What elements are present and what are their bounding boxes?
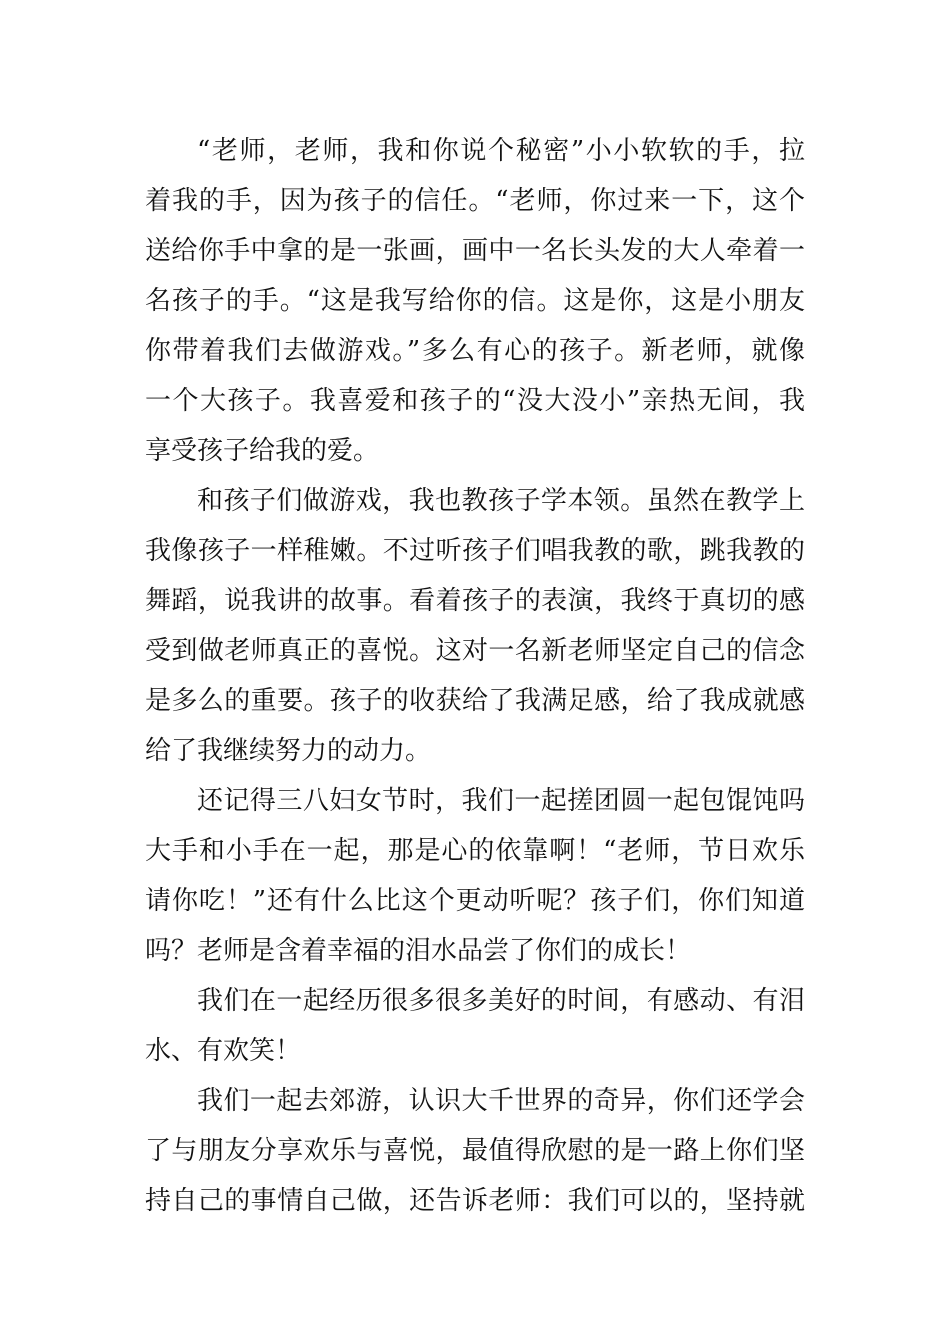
text-line: 名孩子的手。“这是我写给你的信。这是你，这是小朋友	[145, 286, 805, 316]
paragraph	[145, 776, 805, 976]
text-line: 你带着我们去做游戏。”多么有心的孩子。新老师，就像	[145, 336, 805, 366]
text-line: 请你吃！”还有什么比这个更动听呢？孩子们，你们知道	[145, 886, 805, 916]
text-line: 和孩子们做游戏，我也教孩子学本领。虽然在教学上	[197, 486, 805, 516]
text-line: 我们在一起经历很多很多美好的时间，有感动、有泪	[197, 986, 805, 1016]
text-line: 一个大孩子。我喜爱和孩子的“没大没小”亲热无间，我	[145, 386, 805, 416]
text-line: 送给你手中拿的是一张画，画中一名长头发的大人牵着一	[145, 236, 805, 266]
text-line: 我像孩子一样稚嫩。不过听孩子们唱我教的歌，跳我教的	[145, 536, 805, 566]
text-line: 持自己的事情自己做，还告诉老师：我们可以的，坚持就	[145, 1186, 805, 1216]
paragraph	[145, 976, 805, 1076]
text-line: 是多么的重要。孩子的收获给了我满足感，给了我成就感	[145, 686, 805, 716]
text-line: 受到做老师真正的喜悦。这对一名新老师坚定自己的信念	[145, 636, 805, 666]
paragraph	[145, 126, 805, 476]
paragraph	[145, 476, 805, 776]
text-line: 大手和小手在一起，那是心的依靠啊！“老师，节日欢乐	[145, 836, 805, 866]
text-line: 吗？老师是含着幸福的泪水品尝了你们的成长！	[145, 936, 692, 966]
text-line: 水、有欢笑！	[145, 1036, 302, 1066]
text-line: 着我的手，因为孩子的信任。“老师，你过来一下，这个	[145, 186, 805, 216]
paragraph	[145, 1076, 805, 1226]
text-line: 舞蹈，说我讲的故事。看着孩子的表演，我终于真切的感	[145, 586, 805, 616]
text-line: 还记得三八妇女节时，我们一起搓团圆一起包馄饨吗	[197, 786, 805, 816]
text-line: 我们一起去郊游，认识大千世界的奇异，你们还学会	[197, 1086, 805, 1116]
text-line: 给了我继续努力的动力。	[145, 736, 432, 766]
text-line: “老师，老师，我和你说个秘密”小小软软的手，拉	[197, 136, 805, 166]
text-line: 了与朋友分享欢乐与喜悦，最值得欣慰的是一路上你们坚	[145, 1136, 805, 1166]
text-line: 享受孩子给我的爱。	[145, 436, 380, 466]
document-body	[145, 126, 805, 1226]
